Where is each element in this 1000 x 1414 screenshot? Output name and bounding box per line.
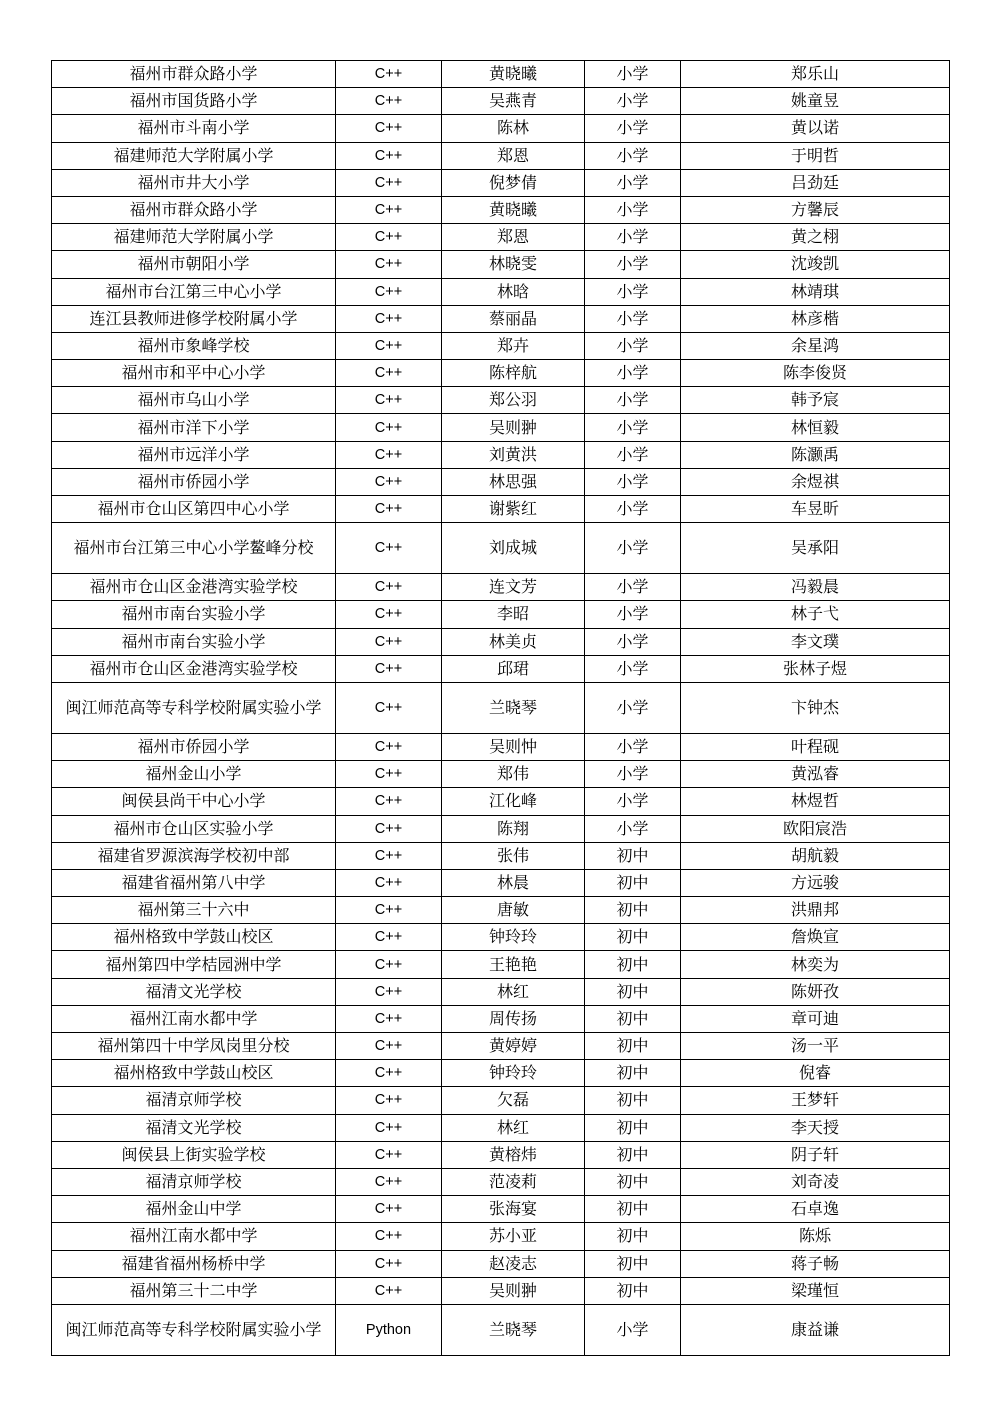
level-cell: 小学 bbox=[585, 574, 681, 601]
level-cell: 初中 bbox=[585, 924, 681, 951]
school-cell: 福州第三十二中学 bbox=[52, 1277, 336, 1304]
school-cell: 福州格致中学鼓山校区 bbox=[52, 924, 336, 951]
school-cell: 福建省福州杨桥中学 bbox=[52, 1250, 336, 1277]
student-cell: 林靖琪 bbox=[681, 278, 950, 305]
language-cell: C++ bbox=[336, 523, 442, 574]
table-row bbox=[52, 360, 950, 387]
school-cell: 福州市斗南小学 bbox=[52, 115, 336, 142]
school-cell: 福州市远洋小学 bbox=[52, 441, 336, 468]
language-cell: C++ bbox=[336, 788, 442, 815]
level-cell: 初中 bbox=[585, 1196, 681, 1223]
language-cell: C++ bbox=[336, 441, 442, 468]
student-cell: 李文璞 bbox=[681, 628, 950, 655]
language-cell: C++ bbox=[336, 414, 442, 441]
student-cell: 康益谦 bbox=[681, 1304, 950, 1355]
level-cell: 小学 bbox=[585, 628, 681, 655]
teacher-cell: 林红 bbox=[442, 978, 585, 1005]
student-cell: 王梦轩 bbox=[681, 1087, 950, 1114]
student-cell: 余煜祺 bbox=[681, 468, 950, 495]
language-cell: C++ bbox=[336, 655, 442, 682]
school-cell: 闽侯县尚干中心小学 bbox=[52, 788, 336, 815]
teacher-cell: 吴则翀 bbox=[442, 414, 585, 441]
table-row bbox=[52, 1033, 950, 1060]
teacher-cell: 黄晓曦 bbox=[442, 196, 585, 223]
student-cell: 卞钟杰 bbox=[681, 682, 950, 733]
student-cell: 于明哲 bbox=[681, 142, 950, 169]
level-cell: 小学 bbox=[585, 414, 681, 441]
level-cell: 初中 bbox=[585, 1223, 681, 1250]
teacher-cell: 郑卉 bbox=[442, 332, 585, 359]
student-cell: 林子弋 bbox=[681, 601, 950, 628]
student-cell: 倪睿 bbox=[681, 1060, 950, 1087]
teacher-cell: 刘成城 bbox=[442, 523, 585, 574]
level-cell: 小学 bbox=[585, 733, 681, 760]
table-row bbox=[52, 1060, 950, 1087]
student-cell: 沈竣凯 bbox=[681, 251, 950, 278]
teacher-cell: 钟玲玲 bbox=[442, 1060, 585, 1087]
table-row bbox=[52, 224, 950, 251]
language-cell: C++ bbox=[336, 628, 442, 655]
school-cell: 福建师范大学附属小学 bbox=[52, 142, 336, 169]
table-row bbox=[52, 628, 950, 655]
teacher-cell: 林红 bbox=[442, 1114, 585, 1141]
school-cell: 闽侯县上街实验学校 bbox=[52, 1141, 336, 1168]
teacher-cell: 郑恩 bbox=[442, 224, 585, 251]
table-row bbox=[52, 387, 950, 414]
language-cell: C++ bbox=[336, 468, 442, 495]
school-cell: 福州市乌山小学 bbox=[52, 387, 336, 414]
teacher-cell: 邱珺 bbox=[442, 655, 585, 682]
student-cell: 林煜哲 bbox=[681, 788, 950, 815]
language-cell: C++ bbox=[336, 842, 442, 869]
student-cell: 黄泓睿 bbox=[681, 761, 950, 788]
teacher-cell: 吴则翀 bbox=[442, 1277, 585, 1304]
teacher-cell: 刘黄洪 bbox=[442, 441, 585, 468]
language-cell: C++ bbox=[336, 897, 442, 924]
school-cell: 福州市洋下小学 bbox=[52, 414, 336, 441]
language-cell: C++ bbox=[336, 169, 442, 196]
table-row bbox=[52, 788, 950, 815]
student-cell: 黄以诺 bbox=[681, 115, 950, 142]
table-row bbox=[52, 496, 950, 523]
level-cell: 初中 bbox=[585, 897, 681, 924]
student-cell: 欧阳宸浩 bbox=[681, 815, 950, 842]
level-cell: 小学 bbox=[585, 305, 681, 332]
language-cell: C++ bbox=[336, 978, 442, 1005]
level-cell: 初中 bbox=[585, 1114, 681, 1141]
teacher-cell: 赵凌志 bbox=[442, 1250, 585, 1277]
level-cell: 小学 bbox=[585, 115, 681, 142]
table-row bbox=[52, 1250, 950, 1277]
table-row bbox=[52, 655, 950, 682]
language-cell: C++ bbox=[336, 733, 442, 760]
student-cell: 刘奇凌 bbox=[681, 1168, 950, 1195]
level-cell: 小学 bbox=[585, 142, 681, 169]
teacher-cell: 黄婷婷 bbox=[442, 1033, 585, 1060]
language-cell: C++ bbox=[336, 88, 442, 115]
table-row bbox=[52, 196, 950, 223]
language-cell: C++ bbox=[336, 574, 442, 601]
language-cell: C++ bbox=[336, 1087, 442, 1114]
student-cell: 张林子煜 bbox=[681, 655, 950, 682]
student-cell: 陈烁 bbox=[681, 1223, 950, 1250]
table-row bbox=[52, 978, 950, 1005]
teacher-cell: 欠磊 bbox=[442, 1087, 585, 1114]
student-cell: 黄之栩 bbox=[681, 224, 950, 251]
school-cell: 福州市仓山区第四中心小学 bbox=[52, 496, 336, 523]
language-cell: C++ bbox=[336, 196, 442, 223]
table-row bbox=[52, 601, 950, 628]
level-cell: 小学 bbox=[585, 278, 681, 305]
results-table bbox=[51, 60, 950, 1356]
language-cell: C++ bbox=[336, 1141, 442, 1168]
school-cell: 福州江南水都中学 bbox=[52, 1223, 336, 1250]
level-cell: 小学 bbox=[585, 61, 681, 88]
school-cell: 福州市侨园小学 bbox=[52, 468, 336, 495]
student-cell: 洪鼎邦 bbox=[681, 897, 950, 924]
table-row bbox=[52, 1277, 950, 1304]
level-cell: 小学 bbox=[585, 761, 681, 788]
table-row bbox=[52, 169, 950, 196]
table-row bbox=[52, 1141, 950, 1168]
level-cell: 小学 bbox=[585, 601, 681, 628]
school-cell: 福州市群众路小学 bbox=[52, 61, 336, 88]
teacher-cell: 张伟 bbox=[442, 842, 585, 869]
school-cell: 福州市国货路小学 bbox=[52, 88, 336, 115]
table-row bbox=[52, 142, 950, 169]
level-cell: 小学 bbox=[585, 655, 681, 682]
student-cell: 章可迪 bbox=[681, 1005, 950, 1032]
student-cell: 詹焕宣 bbox=[681, 924, 950, 951]
teacher-cell: 李昭 bbox=[442, 601, 585, 628]
level-cell: 初中 bbox=[585, 1005, 681, 1032]
table-row bbox=[52, 733, 950, 760]
results-table-body bbox=[52, 61, 950, 1356]
student-cell: 吕劲廷 bbox=[681, 169, 950, 196]
level-cell: 小学 bbox=[585, 1304, 681, 1355]
school-cell: 福州第三十六中 bbox=[52, 897, 336, 924]
level-cell: 初中 bbox=[585, 1168, 681, 1195]
table-row bbox=[52, 88, 950, 115]
language-cell: C++ bbox=[336, 1114, 442, 1141]
school-cell: 福州江南水都中学 bbox=[52, 1005, 336, 1032]
teacher-cell: 郑伟 bbox=[442, 761, 585, 788]
table-row bbox=[52, 468, 950, 495]
language-cell: C++ bbox=[336, 496, 442, 523]
level-cell: 初中 bbox=[585, 1277, 681, 1304]
school-cell: 福州市仓山区金港湾实验学校 bbox=[52, 655, 336, 682]
student-cell: 车昱昕 bbox=[681, 496, 950, 523]
level-cell: 初中 bbox=[585, 978, 681, 1005]
teacher-cell: 陈翔 bbox=[442, 815, 585, 842]
language-cell: C++ bbox=[336, 115, 442, 142]
level-cell: 小学 bbox=[585, 360, 681, 387]
school-cell: 福州市台江第三中心小学鳌峰分校 bbox=[52, 523, 336, 574]
language-cell: C++ bbox=[336, 1033, 442, 1060]
student-cell: 林彦楷 bbox=[681, 305, 950, 332]
school-cell: 福州市台江第三中心小学 bbox=[52, 278, 336, 305]
school-cell: 福州格致中学鼓山校区 bbox=[52, 1060, 336, 1087]
level-cell: 小学 bbox=[585, 332, 681, 359]
language-cell: C++ bbox=[336, 332, 442, 359]
teacher-cell: 陈林 bbox=[442, 115, 585, 142]
teacher-cell: 郑恩 bbox=[442, 142, 585, 169]
student-cell: 林恒毅 bbox=[681, 414, 950, 441]
school-cell: 福清文光学校 bbox=[52, 1114, 336, 1141]
school-cell: 福州市群众路小学 bbox=[52, 196, 336, 223]
language-cell: C++ bbox=[336, 682, 442, 733]
table-row bbox=[52, 305, 950, 332]
teacher-cell: 张海宴 bbox=[442, 1196, 585, 1223]
language-cell: C++ bbox=[336, 1005, 442, 1032]
level-cell: 小学 bbox=[585, 387, 681, 414]
language-cell: C++ bbox=[336, 251, 442, 278]
school-cell: 福建省福州第八中学 bbox=[52, 869, 336, 896]
teacher-cell: 林晨 bbox=[442, 869, 585, 896]
language-cell: C++ bbox=[336, 815, 442, 842]
student-cell: 吴承阳 bbox=[681, 523, 950, 574]
teacher-cell: 王艳艳 bbox=[442, 951, 585, 978]
student-cell: 蒋子畅 bbox=[681, 1250, 950, 1277]
table-row bbox=[52, 1196, 950, 1223]
school-cell: 福清文光学校 bbox=[52, 978, 336, 1005]
school-cell: 福州市南台实验小学 bbox=[52, 601, 336, 628]
student-cell: 汤一平 bbox=[681, 1033, 950, 1060]
student-cell: 韩予宸 bbox=[681, 387, 950, 414]
student-cell: 林奕为 bbox=[681, 951, 950, 978]
teacher-cell: 黄榕炜 bbox=[442, 1141, 585, 1168]
teacher-cell: 江化峰 bbox=[442, 788, 585, 815]
level-cell: 小学 bbox=[585, 788, 681, 815]
language-cell: C++ bbox=[336, 224, 442, 251]
student-cell: 余星鸿 bbox=[681, 332, 950, 359]
level-cell: 初中 bbox=[585, 951, 681, 978]
language-cell: C++ bbox=[336, 869, 442, 896]
level-cell: 初中 bbox=[585, 1141, 681, 1168]
student-cell: 冯毅晨 bbox=[681, 574, 950, 601]
school-cell: 闽江师范高等专科学校附属实验小学 bbox=[52, 682, 336, 733]
table-row bbox=[52, 897, 950, 924]
school-cell: 福州金山中学 bbox=[52, 1196, 336, 1223]
school-cell: 福清京师学校 bbox=[52, 1087, 336, 1114]
teacher-cell: 范凌莉 bbox=[442, 1168, 585, 1195]
school-cell: 闽江师范高等专科学校附属实验小学 bbox=[52, 1304, 336, 1355]
table-row bbox=[52, 842, 950, 869]
student-cell: 叶程砚 bbox=[681, 733, 950, 760]
teacher-cell: 黄晓曦 bbox=[442, 61, 585, 88]
school-cell: 福州市井大小学 bbox=[52, 169, 336, 196]
level-cell: 小学 bbox=[585, 468, 681, 495]
language-cell: C++ bbox=[336, 951, 442, 978]
table-row bbox=[52, 924, 950, 951]
language-cell: C++ bbox=[336, 1168, 442, 1195]
teacher-cell: 吴则忡 bbox=[442, 733, 585, 760]
language-cell: C++ bbox=[336, 360, 442, 387]
teacher-cell: 兰晓琴 bbox=[442, 1304, 585, 1355]
student-cell: 阴子轩 bbox=[681, 1141, 950, 1168]
teacher-cell: 唐敏 bbox=[442, 897, 585, 924]
table-row bbox=[52, 682, 950, 733]
level-cell: 小学 bbox=[585, 682, 681, 733]
level-cell: 小学 bbox=[585, 523, 681, 574]
language-cell: C++ bbox=[336, 61, 442, 88]
teacher-cell: 钟玲玲 bbox=[442, 924, 585, 951]
school-cell: 福州市仓山区实验小学 bbox=[52, 815, 336, 842]
language-cell: C++ bbox=[336, 601, 442, 628]
language-cell: C++ bbox=[336, 1196, 442, 1223]
language-cell: C++ bbox=[336, 1060, 442, 1087]
level-cell: 小学 bbox=[585, 88, 681, 115]
language-cell: C++ bbox=[336, 305, 442, 332]
teacher-cell: 兰晓琴 bbox=[442, 682, 585, 733]
level-cell: 小学 bbox=[585, 169, 681, 196]
level-cell: 小学 bbox=[585, 815, 681, 842]
table-row bbox=[52, 523, 950, 574]
student-cell: 梁瑾恒 bbox=[681, 1277, 950, 1304]
level-cell: 初中 bbox=[585, 869, 681, 896]
table-row bbox=[52, 1223, 950, 1250]
school-cell: 连江县教师进修学校附属小学 bbox=[52, 305, 336, 332]
school-cell: 福州市和平中心小学 bbox=[52, 360, 336, 387]
student-cell: 方远骏 bbox=[681, 869, 950, 896]
school-cell: 福州市象峰学校 bbox=[52, 332, 336, 359]
teacher-cell: 吴燕青 bbox=[442, 88, 585, 115]
language-cell: C++ bbox=[336, 1277, 442, 1304]
language-cell: Python bbox=[336, 1304, 442, 1355]
school-cell: 福州市仓山区金港湾实验学校 bbox=[52, 574, 336, 601]
language-cell: C++ bbox=[336, 1250, 442, 1277]
teacher-cell: 谢紫红 bbox=[442, 496, 585, 523]
student-cell: 陈妍孜 bbox=[681, 978, 950, 1005]
table-row bbox=[52, 761, 950, 788]
language-cell: C++ bbox=[336, 387, 442, 414]
table-row bbox=[52, 574, 950, 601]
table-row bbox=[52, 1168, 950, 1195]
school-cell: 福建省罗源滨海学校初中部 bbox=[52, 842, 336, 869]
student-cell: 胡航毅 bbox=[681, 842, 950, 869]
school-cell: 福州金山小学 bbox=[52, 761, 336, 788]
table-row bbox=[52, 278, 950, 305]
table-row bbox=[52, 332, 950, 359]
level-cell: 小学 bbox=[585, 224, 681, 251]
student-cell: 李天授 bbox=[681, 1114, 950, 1141]
teacher-cell: 郑公羽 bbox=[442, 387, 585, 414]
level-cell: 初中 bbox=[585, 842, 681, 869]
table-row bbox=[52, 441, 950, 468]
table-row bbox=[52, 951, 950, 978]
level-cell: 初中 bbox=[585, 1250, 681, 1277]
language-cell: C++ bbox=[336, 924, 442, 951]
language-cell: C++ bbox=[336, 761, 442, 788]
student-cell: 陈李俊贤 bbox=[681, 360, 950, 387]
school-cell: 福清京师学校 bbox=[52, 1168, 336, 1195]
table-row bbox=[52, 61, 950, 88]
teacher-cell: 林思强 bbox=[442, 468, 585, 495]
teacher-cell: 林美贞 bbox=[442, 628, 585, 655]
level-cell: 小学 bbox=[585, 441, 681, 468]
teacher-cell: 倪梦倩 bbox=[442, 169, 585, 196]
school-cell: 福州市朝阳小学 bbox=[52, 251, 336, 278]
teacher-cell: 周传扬 bbox=[442, 1005, 585, 1032]
level-cell: 初中 bbox=[585, 1033, 681, 1060]
teacher-cell: 林晗 bbox=[442, 278, 585, 305]
table-row bbox=[52, 1087, 950, 1114]
language-cell: C++ bbox=[336, 278, 442, 305]
table-row bbox=[52, 1114, 950, 1141]
language-cell: C++ bbox=[336, 1223, 442, 1250]
language-cell: C++ bbox=[336, 142, 442, 169]
teacher-cell: 苏小亚 bbox=[442, 1223, 585, 1250]
student-cell: 方馨辰 bbox=[681, 196, 950, 223]
teacher-cell: 连文芳 bbox=[442, 574, 585, 601]
school-cell: 福州第四中学桔园洲中学 bbox=[52, 951, 336, 978]
table-row bbox=[52, 251, 950, 278]
level-cell: 初中 bbox=[585, 1087, 681, 1114]
student-cell: 郑乐山 bbox=[681, 61, 950, 88]
school-cell: 福州第四十中学凤岗里分校 bbox=[52, 1033, 336, 1060]
teacher-cell: 蔡丽晶 bbox=[442, 305, 585, 332]
teacher-cell: 陈梓航 bbox=[442, 360, 585, 387]
table-row bbox=[52, 115, 950, 142]
table-row bbox=[52, 1304, 950, 1355]
student-cell: 姚童昱 bbox=[681, 88, 950, 115]
student-cell: 陈灏禹 bbox=[681, 441, 950, 468]
school-cell: 福建师范大学附属小学 bbox=[52, 224, 336, 251]
school-cell: 福州市侨园小学 bbox=[52, 733, 336, 760]
table-row bbox=[52, 1005, 950, 1032]
level-cell: 小学 bbox=[585, 196, 681, 223]
table-row bbox=[52, 869, 950, 896]
level-cell: 初中 bbox=[585, 1060, 681, 1087]
level-cell: 小学 bbox=[585, 496, 681, 523]
table-row bbox=[52, 414, 950, 441]
table-row bbox=[52, 815, 950, 842]
student-cell: 石卓逸 bbox=[681, 1196, 950, 1223]
teacher-cell: 林晓雯 bbox=[442, 251, 585, 278]
level-cell: 小学 bbox=[585, 251, 681, 278]
school-cell: 福州市南台实验小学 bbox=[52, 628, 336, 655]
